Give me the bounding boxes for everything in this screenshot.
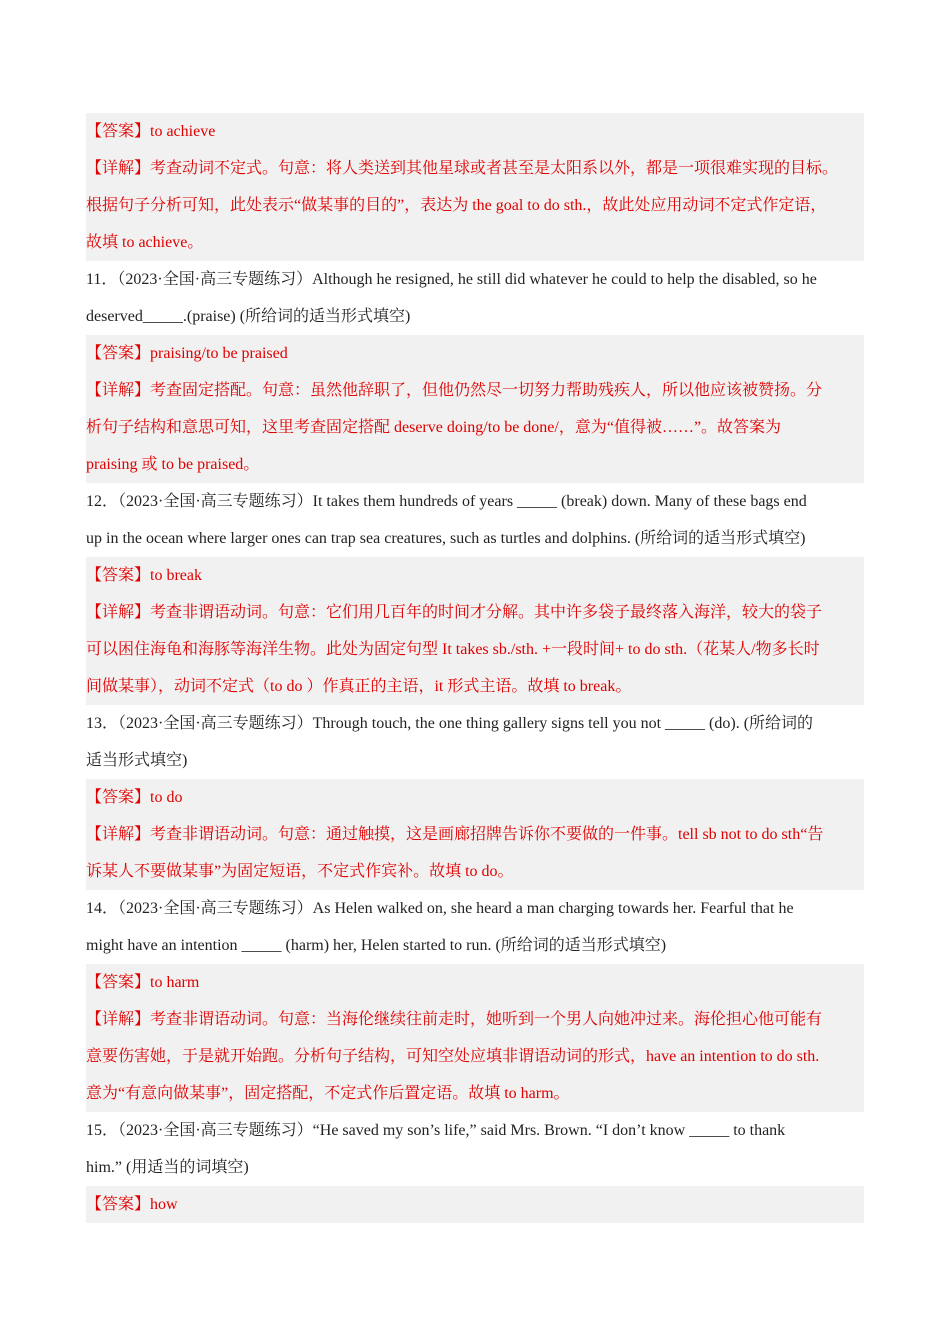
explanation-text-line: 意要伤害她，于是就开始跑。分析句子结构，可知空处应填非谓语动词的形式，have an intention to do sth.	[86, 1048, 820, 1065]
question-text-line: deserved_____.(praise) (所给词的适当形式填空)	[86, 308, 411, 325]
explanation-block	[86, 1001, 864, 1112]
answer-text: 【答案】to achieve	[86, 123, 216, 140]
explanation-text-line: 【详解】考查非谓语动词。句意：通过触摸，这是画廊招牌告诉你不要做的一件事。tell sb not to do sth“告	[86, 826, 824, 843]
question-block	[86, 483, 864, 557]
explanation-text-line: praising 或 to be praised。	[86, 456, 260, 473]
explanation-text-line: 故填 to achieve。	[86, 234, 204, 251]
answer-block	[86, 335, 864, 372]
question-text-line: 14．（2023·全国·高三专题练习）As Helen walked on, she heard a man charging towards her. Fearful that he	[86, 900, 794, 917]
answer-text: 【答案】to do	[86, 789, 183, 806]
explanation-text-line: 诉某人不要做某事”为固定短语，不定式作宾补。故填 to do。	[86, 863, 514, 880]
explanation-block	[86, 816, 864, 890]
question-text-line: 11．（2023·全国·高三专题练习）Although he resigned, he still did whatever he could to help the disabled, so he	[86, 271, 817, 288]
question-text-line: him.” (用适当的词填空)	[86, 1159, 249, 1176]
explanation-text-line: 【详解】考查固定搭配。句意：虽然他辞职了，但他仍然尽一切努力帮助残疾人，所以他应该被赞扬。分	[86, 382, 823, 399]
explanation-text-line: 【详解】考查动词不定式。句意：将人类送到其他星球或者甚至是太阳系以外，都是一项很难实现的目标。	[86, 160, 839, 177]
explanation-text-line: 根据句子分析可知，此处表示“做某事的目的”，表达为 the goal to do sth.，故此处应用动词不定式作定语，	[86, 197, 827, 214]
question-text-line: up in the ocean where larger ones can trap sea creatures, such as turtles and dolphins. (所给词的适当形式填空)	[86, 530, 806, 547]
explanation-text-line: 【详解】考查非谓语动词。句意：当海伦继续往前走时，她听到一个男人向她冲过来。海伦担心他可能有	[86, 1011, 823, 1028]
question-text-line: 适当形式填空)	[86, 752, 188, 769]
answer-block	[86, 779, 864, 816]
explanation-block	[86, 150, 864, 261]
question-text-line: might have an intention _____ (harm) her, Helen started to run. (所给词的适当形式填空)	[86, 937, 667, 954]
answer-text: 【答案】to break	[86, 567, 202, 584]
question-text-line: 15．（2023·全国·高三专题练习）“He saved my son’s life,” said Mrs. Brown. “I don’t know _____ to thank	[86, 1122, 786, 1139]
answer-block	[86, 557, 864, 594]
question-block	[86, 1112, 864, 1186]
explanation-text-line: 析句子结构和意思可知，这里考查固定搭配 deserve doing/to be done/，意为“值得被……”。故答案为	[86, 419, 782, 436]
answer-block	[86, 113, 864, 150]
explanation-text-line: 间做某事），动词不定式（to do ）作真正的主语，it 形式主语。故填 to break。	[86, 678, 632, 695]
explanation-block	[86, 594, 864, 705]
question-block	[86, 890, 864, 964]
question-block	[86, 261, 864, 335]
explanation-text-line: 【详解】考查非谓语动词。句意：它们用几百年的时间才分解。其中许多袋子最终落入海洋，较大的袋子	[86, 604, 823, 621]
question-text-line: 13．（2023·全国·高三专题练习）Through touch, the one thing gallery signs tell you not _____ (do). (所给词的	[86, 715, 814, 732]
question-text-line: 12．（2023·全国·高三专题练习）It takes them hundreds of years _____ (break) down. Many of these bags end	[86, 493, 807, 510]
answer-block	[86, 964, 864, 1001]
answer-text: 【答案】praising/to be praised	[86, 345, 288, 362]
answer-text: 【答案】how	[86, 1196, 178, 1213]
document-body	[86, 113, 864, 1223]
explanation-text-line: 可以困住海龟和海豚等海洋生物。此处为固定句型 It takes sb./sth. +一段时间+ to do sth.（花某人/物多长时	[86, 641, 820, 658]
answer-text: 【答案】to harm	[86, 974, 200, 991]
question-block	[86, 705, 864, 779]
answer-block	[86, 1186, 864, 1223]
explanation-block	[86, 372, 864, 483]
explanation-text-line: 意为“有意向做某事”，固定搭配，不定式作后置定语。故填 to harm。	[86, 1085, 570, 1102]
